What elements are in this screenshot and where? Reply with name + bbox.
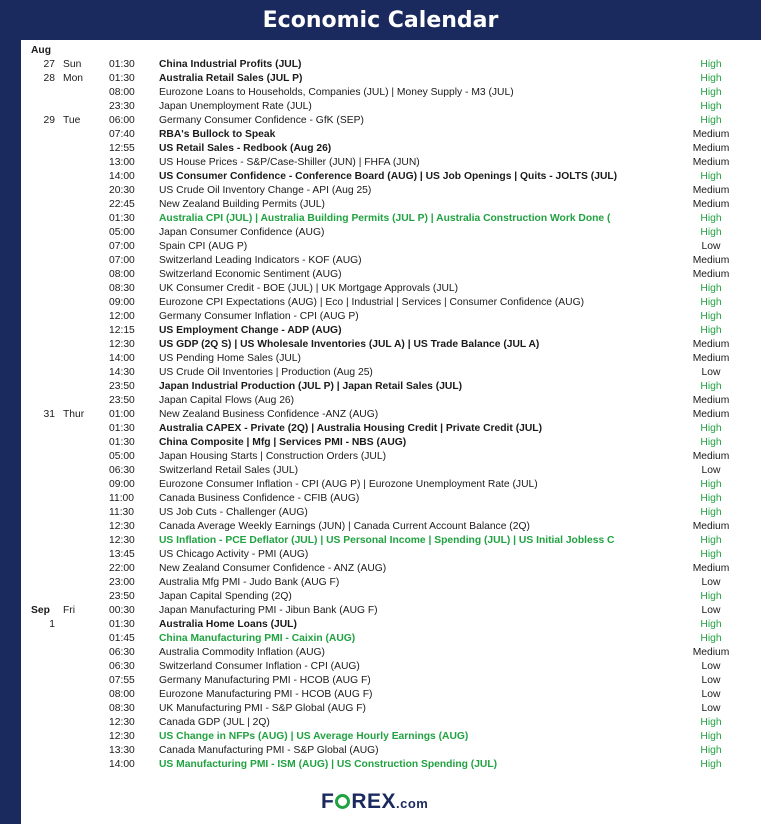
event-name: Japan Unemployment Rate (JUL) <box>159 101 312 112</box>
calendar-row <box>21 212 761 226</box>
event-time: 23:00 <box>109 577 135 588</box>
importance-label: Medium <box>692 451 730 462</box>
calendar-row <box>21 44 761 58</box>
event-time: 01:30 <box>109 437 135 448</box>
importance-label: Medium <box>692 339 730 350</box>
importance-label: Medium <box>692 409 730 420</box>
importance-label: High <box>700 437 722 448</box>
calendar-row <box>21 198 761 212</box>
logo-text-part2: REX <box>351 790 397 813</box>
importance-label: High <box>700 171 722 182</box>
day-of-week: Mon <box>63 73 84 84</box>
importance-label: High <box>700 227 722 238</box>
importance-label: High <box>700 283 722 294</box>
event-name: China Composite | Mfg | Services PMI - NBS (AUG) <box>159 437 407 448</box>
importance-label: High <box>700 325 722 336</box>
event-name: Germany Consumer Confidence - GfK (SEP) <box>159 115 364 126</box>
calendar-row <box>21 394 761 408</box>
event-name: Japan Consumer Confidence (AUG) <box>159 227 325 238</box>
calendar-row <box>21 58 761 72</box>
event-time: 00:30 <box>109 605 135 616</box>
event-time: 11:30 <box>109 507 135 518</box>
importance-label: Low <box>701 367 721 378</box>
importance-label: Medium <box>692 185 730 196</box>
event-name: US Pending Home Sales (JUL) <box>159 353 301 364</box>
page-title: Economic Calendar <box>0 0 761 40</box>
calendar-row <box>21 618 761 632</box>
importance-label: Medium <box>692 521 730 532</box>
calendar-row <box>21 170 761 184</box>
importance-label: Low <box>701 689 721 700</box>
logo-suffix: .com <box>396 796 429 811</box>
event-time: 12:00 <box>109 311 135 322</box>
event-time: 14:00 <box>109 353 135 364</box>
importance-label: Low <box>701 661 721 672</box>
event-name: Spain CPI (AUG P) <box>159 241 248 252</box>
calendar-row <box>21 254 761 268</box>
importance-label: High <box>700 87 722 98</box>
event-name: Australia Commodity Inflation (AUG) <box>159 647 325 658</box>
importance-label: High <box>700 423 722 434</box>
calendar-row <box>21 380 761 394</box>
event-name: Australia CPI (JUL) | Australia Building Permits (JUL P) | Australia Construction Work Done ( <box>159 213 611 224</box>
calendar-row <box>21 296 761 310</box>
importance-label: Medium <box>692 143 730 154</box>
event-name: Japan Housing Starts | Construction Orders (JUL) <box>159 451 387 462</box>
calendar-row <box>21 688 761 702</box>
event-time: 13:00 <box>109 157 135 168</box>
importance-label: Low <box>701 577 721 588</box>
event-name: Switzerland Economic Sentiment (AUG) <box>159 269 342 280</box>
event-name: Australia Mfg PMI - Judo Bank (AUG F) <box>159 577 340 588</box>
importance-label: Low <box>701 703 721 714</box>
event-time: 12:30 <box>109 521 135 532</box>
event-name: UK Manufacturing PMI - S&P Global (AUG F) <box>159 703 366 714</box>
logo-text-part1: F <box>321 790 335 813</box>
event-time: 11:00 <box>109 493 135 504</box>
event-name: US Crude Oil Inventories | Production (Aug 25) <box>159 367 373 378</box>
event-time: 01:30 <box>109 73 135 84</box>
importance-label: High <box>700 759 722 770</box>
calendar-row <box>21 590 761 604</box>
event-name: US GDP (2Q S) | US Wholesale Inventories (JUL A) | US Trade Balance (JUL A) <box>159 339 540 350</box>
event-name: Canada Manufacturing PMI - S&P Global (AUG) <box>159 745 379 756</box>
calendar-row <box>21 450 761 464</box>
importance-label: Low <box>701 675 721 686</box>
day-number: 31 <box>43 409 55 420</box>
event-time: 12:55 <box>109 143 135 154</box>
importance-label: Medium <box>692 157 730 168</box>
event-time: 01:45 <box>109 633 135 644</box>
importance-label: High <box>700 381 722 392</box>
event-time: 07:00 <box>109 241 135 252</box>
event-time: 09:00 <box>109 297 135 308</box>
event-time: 14:00 <box>109 171 135 182</box>
event-name: US Inflation - PCE Deflator (JUL) | US Personal Income | Spending (JUL) | US Initial Jobless C <box>159 535 615 546</box>
importance-label: Low <box>701 465 721 476</box>
event-time: 23:50 <box>109 395 135 406</box>
calendar-row <box>21 184 761 198</box>
event-time: 08:00 <box>109 689 135 700</box>
importance-label: Medium <box>692 647 730 658</box>
event-name: Canada Business Confidence - CFIB (AUG) <box>159 493 360 504</box>
event-time: 01:30 <box>109 213 135 224</box>
event-time: 01:30 <box>109 59 135 70</box>
importance-label: High <box>700 115 722 126</box>
day-of-week: Sun <box>63 59 82 70</box>
importance-label: High <box>700 311 722 322</box>
event-name: China Industrial Profits (JUL) <box>159 59 302 70</box>
event-name: Germany Manufacturing PMI - HCOB (AUG F) <box>159 675 371 686</box>
event-name: New Zealand Building Permits (JUL) <box>159 199 325 210</box>
event-name: Australia CAPEX - Private (2Q) | Australia Housing Credit | Private Credit (JUL) <box>159 423 543 434</box>
calendar-row <box>21 422 761 436</box>
event-name: Switzerland Retail Sales (JUL) <box>159 465 299 476</box>
event-name: Eurozone Loans to Households, Companies (JUL) | Money Supply - M3 (JUL) <box>159 87 514 98</box>
event-time: 23:30 <box>109 101 135 112</box>
calendar-row <box>21 702 761 716</box>
event-name: Eurozone Manufacturing PMI - HCOB (AUG F) <box>159 689 373 700</box>
calendar-row <box>21 324 761 338</box>
event-name: Eurozone CPI Expectations (AUG) | Eco | Industrial | Services | Consumer Confidence (AUG) <box>159 297 585 308</box>
importance-label: High <box>700 633 722 644</box>
calendar-row <box>21 730 761 744</box>
event-name: UK Consumer Credit - BOE (JUL) | UK Mortgage Approvals (JUL) <box>159 283 459 294</box>
event-name: US Change in NFPs (AUG) | US Average Hourly Earnings (AUG) <box>159 731 469 742</box>
day-of-week: Tue <box>63 115 81 126</box>
importance-label: Medium <box>692 395 730 406</box>
calendar-row <box>21 226 761 240</box>
day-number: 1 <box>49 619 55 630</box>
event-name: Switzerland Consumer Inflation - CPI (AUG) <box>159 661 360 672</box>
calendar-row <box>21 436 761 450</box>
event-name: US Job Cuts - Challenger (AUG) <box>159 507 308 518</box>
calendar-row <box>21 520 761 534</box>
event-time: 07:00 <box>109 255 135 266</box>
event-time: 12:30 <box>109 731 135 742</box>
calendar-row <box>21 562 761 576</box>
calendar-row <box>21 268 761 282</box>
event-name: Canada GDP (JUL | 2Q) <box>159 717 270 728</box>
calendar-row <box>21 604 761 618</box>
calendar-row <box>21 408 761 422</box>
event-name: Japan Manufacturing PMI - Jibun Bank (AUG F) <box>159 605 378 616</box>
calendar-row <box>21 366 761 380</box>
importance-label: High <box>700 549 722 560</box>
calendar-panel <box>21 40 761 824</box>
importance-label: High <box>700 73 722 84</box>
day-of-week: Thur <box>63 409 85 420</box>
calendar-row <box>21 478 761 492</box>
importance-label: Medium <box>692 353 730 364</box>
event-time: 06:00 <box>109 115 135 126</box>
event-time: 09:00 <box>109 479 135 490</box>
day-number: 29 <box>43 115 55 126</box>
event-time: 12:15 <box>109 325 135 336</box>
calendar-row <box>21 660 761 674</box>
importance-label: High <box>700 101 722 112</box>
event-name: US Retail Sales - Redbook (Aug 26) <box>159 143 332 154</box>
event-time: 14:30 <box>109 367 135 378</box>
event-name: Eurozone Consumer Inflation - CPI (AUG P) | Eurozone Unemployment Rate (JUL) <box>159 479 538 490</box>
calendar-row <box>21 72 761 86</box>
event-time: 12:30 <box>109 339 135 350</box>
day-number: 27 <box>43 59 55 70</box>
logo-circle-icon <box>335 794 350 809</box>
importance-label: High <box>700 745 722 756</box>
importance-label: High <box>700 479 722 490</box>
event-time: 06:30 <box>109 647 135 658</box>
event-name: China Manufacturing PMI - Caixin (AUG) <box>159 633 356 644</box>
event-name: US Employment Change - ADP (AUG) <box>159 325 342 336</box>
calendar-row <box>21 156 761 170</box>
calendar-row <box>21 310 761 324</box>
event-name: Japan Industrial Production (JUL P) | Japan Retail Sales (JUL) <box>159 381 463 392</box>
event-time: 14:00 <box>109 759 135 770</box>
event-time: 20:30 <box>109 185 135 196</box>
calendar-row <box>21 506 761 520</box>
calendar-row <box>21 646 761 660</box>
calendar-row <box>21 576 761 590</box>
event-name: Australia Home Loans (JUL) <box>159 619 297 630</box>
calendar-row <box>21 114 761 128</box>
importance-label: High <box>700 535 722 546</box>
event-time: 01:00 <box>109 409 135 420</box>
month-label: Sep <box>31 605 50 616</box>
calendar-row <box>21 352 761 366</box>
event-time: 12:30 <box>109 717 135 728</box>
importance-label: High <box>700 493 722 504</box>
calendar-row <box>21 548 761 562</box>
importance-label: Medium <box>692 199 730 210</box>
calendar-row <box>21 100 761 114</box>
event-time: 13:45 <box>109 549 135 560</box>
forex-logo <box>321 790 461 814</box>
calendar-row <box>21 534 761 548</box>
event-name: Japan Capital Spending (2Q) <box>159 591 292 602</box>
calendar-row <box>21 128 761 142</box>
calendar-row <box>21 86 761 100</box>
event-name: US Chicago Activity - PMI (AUG) <box>159 549 309 560</box>
event-time: 08:00 <box>109 269 135 280</box>
importance-label: High <box>700 213 722 224</box>
importance-label: Low <box>701 605 721 616</box>
event-name: Canada Average Weekly Earnings (JUN) | Canada Current Account Balance (2Q) <box>159 521 530 532</box>
month-label: Aug <box>31 45 52 56</box>
event-time: 08:30 <box>109 703 135 714</box>
calendar-row <box>21 142 761 156</box>
calendar-table <box>21 44 761 772</box>
importance-label: High <box>700 507 722 518</box>
event-time: 01:30 <box>109 423 135 434</box>
event-time: 23:50 <box>109 381 135 392</box>
event-time: 22:45 <box>109 199 135 210</box>
importance-label: High <box>700 619 722 630</box>
event-time: 08:30 <box>109 283 135 294</box>
event-time: 07:55 <box>109 675 135 686</box>
calendar-row <box>21 464 761 478</box>
calendar-row <box>21 744 761 758</box>
calendar-row <box>21 674 761 688</box>
event-time: 01:30 <box>109 619 135 630</box>
calendar-row <box>21 716 761 730</box>
day-of-week: Fri <box>63 605 76 616</box>
event-name: New Zealand Business Confidence -ANZ (AUG) <box>159 409 379 420</box>
calendar-row <box>21 338 761 352</box>
event-name: US Manufacturing PMI - ISM (AUG) | US Construction Spending (JUL) <box>159 759 498 770</box>
importance-label: High <box>700 297 722 308</box>
event-name: US House Prices - S&P/Case-Shiller (JUN) | FHFA (JUN) <box>159 157 420 168</box>
calendar-row <box>21 492 761 506</box>
event-name: RBA's Bullock to Speak <box>159 129 276 140</box>
event-name: Germany Consumer Inflation - CPI (AUG P) <box>159 311 359 322</box>
event-name: US Crude Oil Inventory Change - API (Aug 25) <box>159 185 372 196</box>
event-time: 05:00 <box>109 451 135 462</box>
importance-label: High <box>700 591 722 602</box>
event-time: 05:00 <box>109 227 135 238</box>
event-name: Japan Capital Flows (Aug 26) <box>159 395 295 406</box>
event-name: US Consumer Confidence - Conference Board (AUG) | US Job Openings | Quits - JOLTS (JUL) <box>159 171 618 182</box>
importance-label: Medium <box>692 563 730 574</box>
importance-label: High <box>700 731 722 742</box>
calendar-row <box>21 282 761 296</box>
importance-label: Low <box>701 241 721 252</box>
day-number: 28 <box>43 73 55 84</box>
importance-label: Medium <box>692 269 730 280</box>
calendar-row <box>21 240 761 254</box>
importance-label: Medium <box>692 255 730 266</box>
event-time: 07:40 <box>109 129 135 140</box>
importance-label: Medium <box>692 129 730 140</box>
event-time: 06:30 <box>109 661 135 672</box>
event-time: 13:30 <box>109 745 135 756</box>
event-time: 12:30 <box>109 535 135 546</box>
importance-label: High <box>700 59 722 70</box>
event-time: 23:50 <box>109 591 135 602</box>
event-time: 06:30 <box>109 465 135 476</box>
event-name: Australia Retail Sales (JUL P) <box>159 73 303 84</box>
event-time: 08:00 <box>109 87 135 98</box>
importance-label: High <box>700 717 722 728</box>
event-name: New Zealand Consumer Confidence - ANZ (AUG) <box>159 563 387 574</box>
event-time: 22:00 <box>109 563 135 574</box>
event-name: Switzerland Leading Indicators - KOF (AUG) <box>159 255 362 266</box>
calendar-row <box>21 758 761 772</box>
calendar-row <box>21 632 761 646</box>
